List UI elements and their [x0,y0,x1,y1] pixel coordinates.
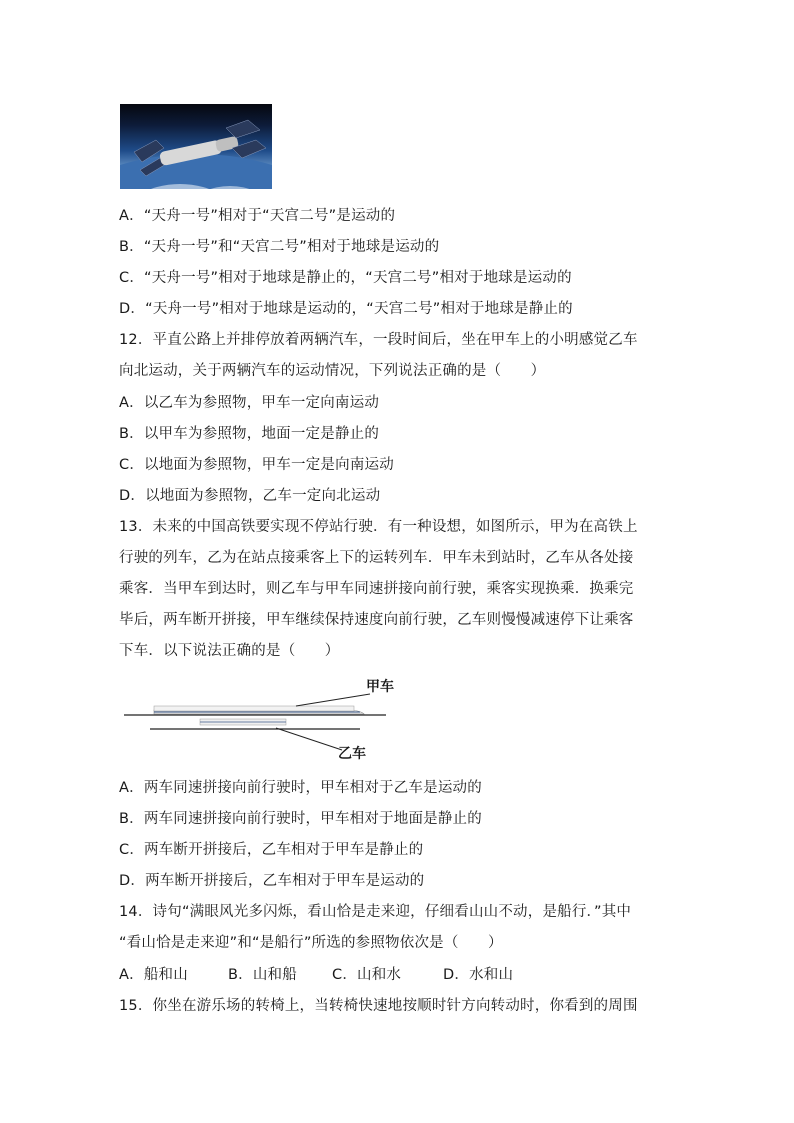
q12-option-b: B．以甲车为参照物，地面一定是静止的 [119,426,380,442]
q11-option-d: D．“天舟一号”相对于地球是运动的，“天宫二号”相对于地球是静止的 [119,301,573,317]
q12-option-d: D．以地面为参照物，乙车一定向北运动 [119,488,381,504]
q12-stem-line-2: 向北运动，关于两辆汽车的运动情况，下列说法正确的是（ ） [119,363,546,379]
q13-stem-line-3: 乘客．当甲车到达时，则乙车与甲车同速拼接向前行驶，乘客实现换乘．换乘完 [119,581,634,597]
q13-stem-line-2: 行驶的列车，乙为在站点接乘客上下的运转列车．甲车未到站时，乙车从各处接 [119,550,634,566]
space-station-icon [120,104,272,189]
q13-stem-line-1: 13．未来的中国高铁要实现不停站行驶．有一种设想，如图所示，甲为在高铁上 [119,519,638,535]
q14-option-a: A．船和山 [119,967,188,983]
q14-option-b: B．山和船 [228,967,297,983]
q13-option-a: A．两车同速拼接向前行驶时，甲车相对于乙车是运动的 [119,780,482,796]
q14-stem-line-2: “看山恰是走来迎”和“是船行”所选的参照物依次是（ ） [119,935,503,951]
train-figure [120,676,420,761]
q11-option-b: B．“天舟一号”和“天宫二号”相对于地球是运动的 [119,239,440,255]
space-station-photo [120,104,272,189]
q13-option-d: D．两车断开拼接后，乙车相对于甲车是运动的 [119,873,425,889]
q15-stem-line-1: 15．你坐在游乐场的转椅上，当转椅快速地按顺时针方向转动时，你看到的周围 [119,998,638,1014]
q13-option-c: C．两车断开拼接后，乙车相对于甲车是静止的 [119,842,424,858]
q14-stem-line-1: 14．诗句“满眼风光多闪烁，看山恰是走来迎，仔细看山山不动，是船行．”其中 [119,904,632,920]
q12-option-a: A．以乙车为参照物，甲车一定向南运动 [119,395,380,411]
q14-option-d: D．水和山 [443,967,514,983]
q13-option-b: B．两车同速拼接向前行驶时，甲车相对于地面是静止的 [119,811,482,827]
q11-option-c: C．“天舟一号”相对于地球是静止的，“天宫二号”相对于地球是运动的 [119,270,572,286]
q14-option-c: C．山和水 [332,967,402,983]
q12-option-c: C．以地面为参照物，甲车一定是向南运动 [119,457,394,473]
q11-option-a: A．“天舟一号”相对于“天宫二号”是运动的 [119,208,396,224]
q12-stem-line-1: 12．平直公路上并排停放着两辆汽车，一段时间后，坐在甲车上的小明感觉乙车 [119,332,638,348]
train-yi-label: 乙车 [338,746,366,762]
q13-stem-line-4: 毕后，两车断开拼接，甲车继续保持速度向前行驶，乙车则慢慢减速停下让乘客 [119,612,634,628]
q13-stem-line-5: 下车．以下说法正确的是（ ） [119,643,340,659]
train-jia-label: 甲车 [366,679,394,695]
